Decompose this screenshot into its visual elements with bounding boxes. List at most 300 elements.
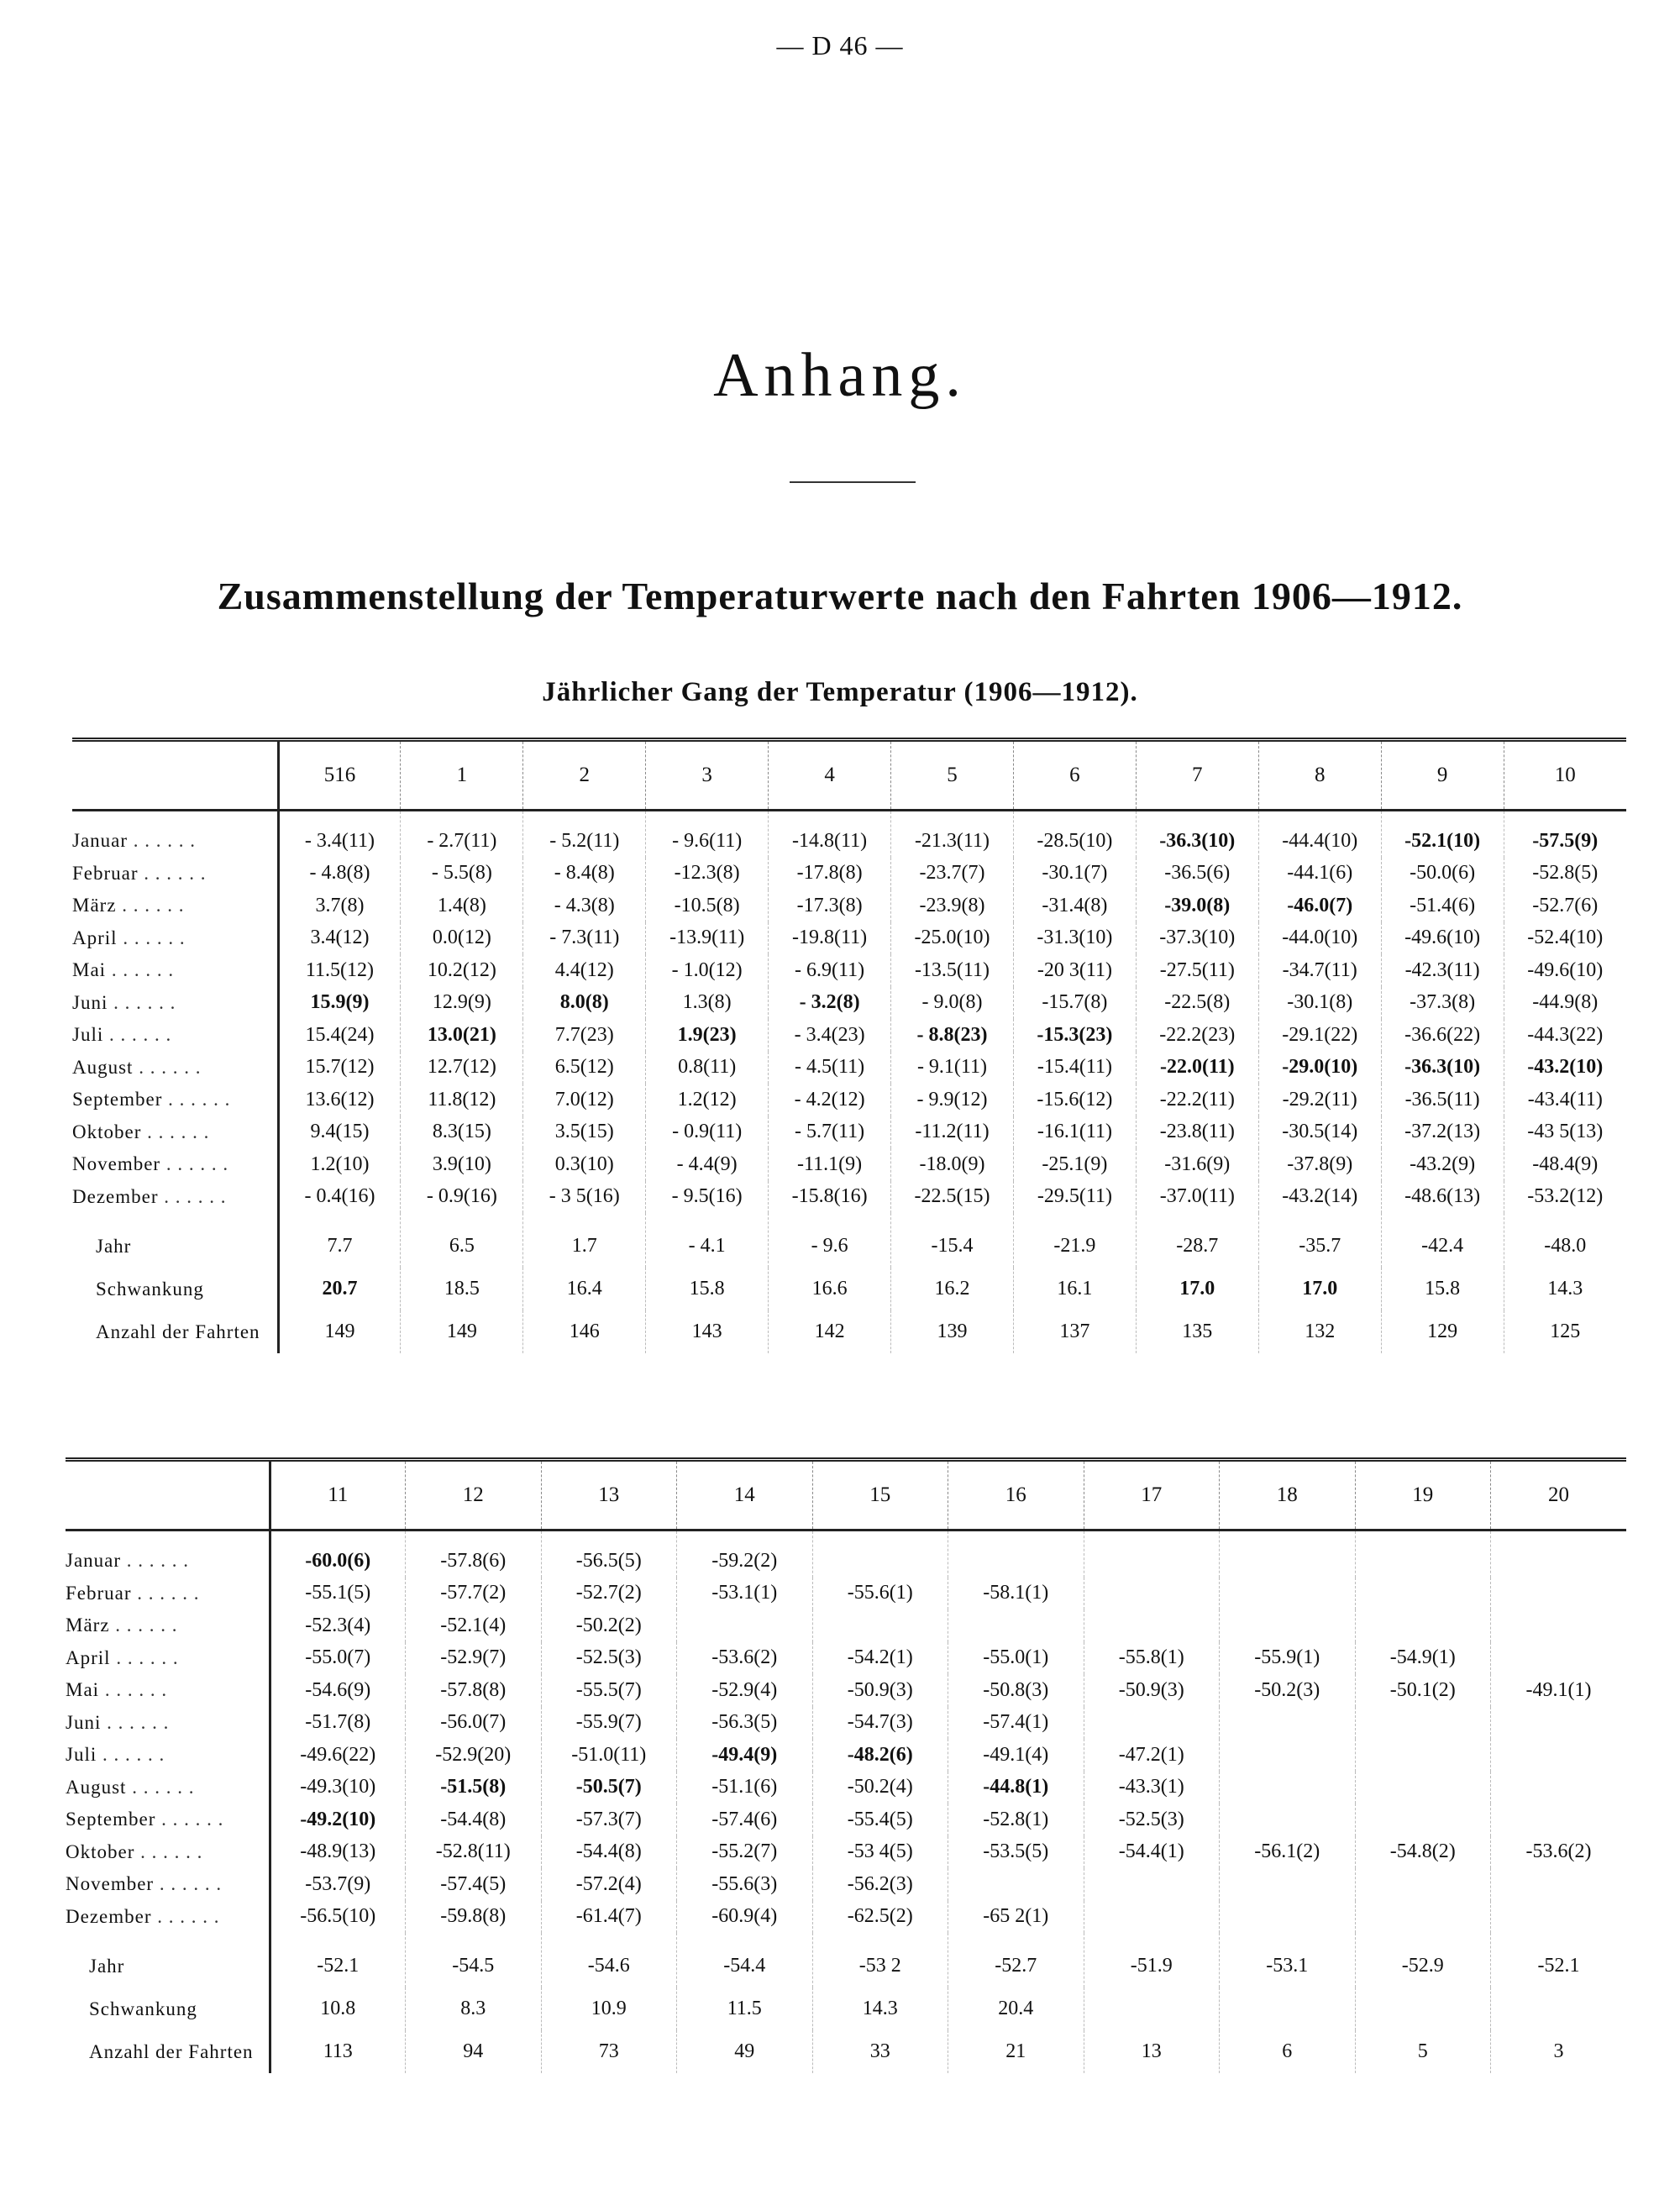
heading-divider [790,481,916,483]
table-cell: 15.9(9) [278,987,401,1020]
table-cell: -11.1(9) [769,1148,891,1181]
table-cell [1355,1707,1491,1740]
table-cell: -36.6(22) [1381,1019,1504,1052]
table-cell: 7.7 [278,1213,401,1268]
table-cell: -49.2(10) [270,1804,406,1836]
table-cell: -29.5(11) [1013,1181,1136,1214]
table-cell: 7.7(23) [523,1019,646,1052]
column-header: 516 [278,740,401,811]
table-cell [1491,1739,1627,1772]
row-label [72,954,278,987]
month-row [66,1707,1626,1740]
table-cell: -46.0(7) [1258,890,1381,922]
table-cell: -43.2(10) [1504,1052,1626,1084]
table-cell: -62.5(2) [812,1901,948,1934]
table-cell [1220,1707,1356,1740]
table-cell: 13 [1084,2030,1220,2073]
table-cell: 10.8 [270,1987,406,2030]
table-cell: 125 [1504,1310,1626,1353]
row-label [66,1707,270,1740]
row-label [72,1116,278,1149]
summary-row [66,2030,1626,2073]
table-cell: -60.0(6) [270,1531,406,1578]
table-cell: -52.4(10) [1504,922,1626,955]
table-cell: -55.5(7) [541,1674,677,1707]
table-cell: -44.1(6) [1258,858,1381,890]
row-label-text: Juni . . . [72,992,176,1013]
table-cell [1220,1739,1356,1772]
table-cell: 94 [406,2030,542,2073]
table-cell [1220,1578,1356,1610]
table-cell: -54.4(8) [406,1804,542,1836]
row-label-text: März . . . [72,895,185,916]
table-cell: -12.3(8) [646,858,769,890]
month-row [72,987,1626,1020]
table-cell [1491,1868,1627,1901]
table-subtitle: Jährlicher Gang der Temperatur (1906—1912). [542,677,1138,707]
table-cell: -49.1(4) [948,1739,1084,1772]
month-row [66,1804,1626,1836]
table-cell: -50.2(3) [1220,1674,1356,1707]
table-cell: -43 5(13) [1504,1116,1626,1149]
column-header: 4 [769,740,891,811]
table-cell: 3.9(10) [401,1148,523,1181]
row-label [72,811,278,858]
table-cell: -39.0(8) [1136,890,1258,922]
table-cell: -50.9(3) [1084,1674,1220,1707]
table-cell: -52.9 [1355,1933,1491,1987]
row-label [72,1213,278,1268]
table-cell: - 5.5(8) [401,858,523,890]
table-cell: 16.1 [1013,1268,1136,1310]
table-cell: -13.5(11) [891,954,1014,987]
table-cell: - 0.9(11) [646,1116,769,1149]
month-row [72,954,1626,987]
table-cell [1220,1868,1356,1901]
table-cell: 3 [1491,2030,1627,2073]
month-row [66,1901,1626,1934]
table-cell: -21.3(11) [891,811,1014,858]
table-cell: -52.5(3) [1084,1804,1220,1836]
table-cell: -57.8(8) [406,1674,542,1707]
month-row [66,1836,1626,1869]
table-cell: 21 [948,2030,1084,2073]
summary-row [66,1933,1626,1987]
table-cell: -15.3(23) [1013,1019,1136,1052]
row-label-text: Anzahl der Fahrten [96,1321,260,1342]
table-cell: -52.1(4) [406,1609,542,1642]
table-cell: 11.8(12) [401,1084,523,1116]
table-cell: -54.5 [406,1933,542,1987]
row-label [66,1739,270,1772]
table-cell: -37.0(11) [1136,1181,1258,1214]
table-cell: -54.4(1) [1084,1836,1220,1869]
table-cell: -60.9(4) [677,1901,813,1934]
column-header: 2 [523,740,646,811]
table-cell: -31.3(10) [1013,922,1136,955]
row-label [72,1052,278,1084]
table-cell: -20 3(11) [1013,954,1136,987]
table-cell: -53.2(12) [1504,1181,1626,1214]
row-label [66,2030,270,2073]
row-label [66,1836,270,1869]
table-cell: -53.6(2) [1491,1836,1627,1869]
table-cell: 12.9(9) [401,987,523,1020]
row-label-text: Juli . . . [66,1744,165,1765]
row-label [66,1674,270,1707]
table-cell: 149 [401,1310,523,1353]
row-label-text: April . . . [66,1647,179,1668]
table-cell: - 8.4(8) [523,858,646,890]
table-cell: -35.7 [1258,1213,1381,1268]
table-cell: -29.1(22) [1258,1019,1381,1052]
table-cell [1084,1578,1220,1610]
table-cell: - 4.5(11) [769,1052,891,1084]
row-label-text: Schwankung [96,1278,204,1300]
row-label-text: Anzahl der Fahrten [89,2040,254,2062]
month-row [66,1642,1626,1675]
table-cell: -57.4(1) [948,1707,1084,1740]
table-cell: 146 [523,1310,646,1353]
table-cell: 20.4 [948,1987,1084,2030]
table-cell: -57.8(6) [406,1531,542,1578]
table-cell: - 5.7(11) [769,1116,891,1149]
table-cell: 113 [270,2030,406,2073]
table-cell: 13.6(12) [278,1084,401,1116]
table-cell: -53 4(5) [812,1836,948,1869]
row-label [66,1578,270,1610]
table-cell: -52.8(11) [406,1836,542,1869]
row-label-text: Oktober . . . [72,1121,209,1142]
table-cell [1355,1739,1491,1772]
table-cell: -48.9(13) [270,1836,406,1869]
table-cell: -44.0(10) [1258,922,1381,955]
row-label-text: Mai . . . [66,1679,167,1700]
table-cell [1491,1642,1627,1675]
table-cell: 17.0 [1258,1268,1381,1310]
table-cell: -43.2(9) [1381,1148,1504,1181]
column-header: 7 [1136,740,1258,811]
table-cell: -54.6(9) [270,1674,406,1707]
table-cell: -22.0(11) [1136,1052,1258,1084]
table-cell: 0.8(11) [646,1052,769,1084]
table-cell [1491,1531,1627,1578]
month-row [72,1148,1626,1181]
table-cell: - 5.2(11) [523,811,646,858]
table-cell: 3.7(8) [278,890,401,922]
column-header: 11 [270,1460,406,1531]
table-cell: -52.3(4) [270,1609,406,1642]
table-cell [1355,1772,1491,1804]
table-cell: - 6.9(11) [769,954,891,987]
table-cell: -22.5(15) [891,1181,1014,1214]
table-cell: -27.5(11) [1136,954,1258,987]
table-cell: -56.1(2) [1220,1836,1356,1869]
table-cell: -56.5(10) [270,1901,406,1934]
temperature-table-stations-516-10 [72,738,1626,1353]
row-label [66,1804,270,1836]
row-label [66,1772,270,1804]
table-cell: -52.1(10) [1381,811,1504,858]
table-cell: -15.4 [891,1213,1014,1268]
table-cell: 8.0(8) [523,987,646,1020]
table-cell: -44.3(22) [1504,1019,1626,1052]
row-label-text: Februar . . . [72,863,207,884]
month-row [66,1868,1626,1901]
table-cell: -15.6(12) [1013,1084,1136,1116]
table-cell: -34.7(11) [1258,954,1381,987]
table-cell [1491,1578,1627,1610]
table-cell [1491,1987,1627,2030]
table-cell: -22.2(23) [1136,1019,1258,1052]
table-cell: 16.6 [769,1268,891,1310]
row-label-text: August . . . [72,1057,201,1078]
table-cell: 11.5 [677,1987,813,2030]
document-title: Zusammenstellung der Temperaturwerte nach den Fahrten 1906—1912. [217,575,1463,617]
table-cell: -23.8(11) [1136,1116,1258,1149]
table-cell: - 4.8(8) [278,858,401,890]
table-cell: -36.5(11) [1381,1084,1504,1116]
table-cell: - 0.4(16) [278,1181,401,1214]
table-cell: -37.3(8) [1381,987,1504,1020]
table-cell: -56.5(5) [541,1531,677,1578]
table-cell [1491,1901,1627,1934]
table-cell: 10.2(12) [401,954,523,987]
table-cell: 15.8 [646,1268,769,1310]
table-cell: -52.9(7) [406,1642,542,1675]
table-cell: -11.2(11) [891,1116,1014,1149]
table-cell: -53 2 [812,1933,948,1987]
table-cell: -44.8(1) [948,1772,1084,1804]
table-cell: 15.4(24) [278,1019,401,1052]
row-label-text: Dezember . . . [66,1906,220,1927]
table-cell [1220,1901,1356,1934]
table-cell: -29.0(10) [1258,1052,1381,1084]
row-label-text: Januar . . . [66,1550,189,1571]
table-cell: 14.3 [812,1987,948,2030]
column-header: 6 [1013,740,1136,811]
table-cell: -49.6(22) [270,1739,406,1772]
table-cell: -59.8(8) [406,1901,542,1934]
table-cell: -49.6(10) [1381,922,1504,955]
column-header: 9 [1381,740,1504,811]
table-cell: -28.7 [1136,1213,1258,1268]
row-label-text: September . . . [66,1809,223,1830]
table-cell: -54.4 [677,1933,813,1987]
month-row [66,1772,1626,1804]
table-cell: -49.3(10) [270,1772,406,1804]
table-cell: 142 [769,1310,891,1353]
month-row [66,1739,1626,1772]
table-cell: 4.4(12) [523,954,646,987]
table-cell: -50.2(4) [812,1772,948,1804]
table-cell: - 1.0(12) [646,954,769,987]
table-cell: - 9.6(11) [646,811,769,858]
row-label-text: April . . . [72,927,186,948]
table-cell: -53.1 [1220,1933,1356,1987]
row-label-text: Dezember . . . [72,1186,227,1207]
table-cell: -53.1(1) [677,1578,813,1610]
table-cell: -55.0(7) [270,1642,406,1675]
table-cell: -55.9(7) [541,1707,677,1740]
row-label-text: Jahr [89,1955,125,1977]
table-cell: -55.2(7) [677,1836,813,1869]
table-cell: - 9.9(12) [891,1084,1014,1116]
table-cell: -36.5(6) [1136,858,1258,890]
row-label-text: Juni . . . [66,1712,169,1733]
table-cell: -57.4(6) [677,1804,813,1836]
table-cell: -52.7(2) [541,1578,677,1610]
table-cell: -57.7(2) [406,1578,542,1610]
table-cell: -51.4(6) [1381,890,1504,922]
table-cell: -10.5(8) [646,890,769,922]
table-cell: -42.3(11) [1381,954,1504,987]
column-header: 3 [646,740,769,811]
table-cell: -61.4(7) [541,1901,677,1934]
table-cell [948,1609,1084,1642]
table-cell: -51.7(8) [270,1707,406,1740]
month-row [72,1019,1626,1052]
table-cell [1220,1531,1356,1578]
table-cell: -52.7(6) [1504,890,1626,922]
table-cell: -30.1(8) [1258,987,1381,1020]
table-cell: -51.1(6) [677,1772,813,1804]
table-cell: -19.8(11) [769,922,891,955]
month-row [66,1578,1626,1610]
month-row [72,1181,1626,1214]
table-cell [1084,1707,1220,1740]
month-row [72,858,1626,890]
table-cell: 7.0(12) [523,1084,646,1116]
column-header: 17 [1084,1460,1220,1531]
table-cell: - 0.9(16) [401,1181,523,1214]
month-row [66,1531,1626,1578]
table-cell: -48.6(13) [1381,1181,1504,1214]
table-cell: -54.7(3) [812,1707,948,1740]
table-cell: 1.7 [523,1213,646,1268]
table-cell: 1.2(12) [646,1084,769,1116]
column-header: 15 [812,1460,948,1531]
row-label [66,1868,270,1901]
table-cell [812,1609,948,1642]
month-row [72,890,1626,922]
table-cell: -55.1(5) [270,1578,406,1610]
table-cell: - 3 5(16) [523,1181,646,1214]
row-label-text: November . . . [66,1873,222,1894]
table-cell: 137 [1013,1310,1136,1353]
table-cell: 6 [1220,2030,1356,2073]
row-label-text: Januar . . . [72,830,196,851]
row-label [72,1084,278,1116]
row-label [72,1181,278,1214]
table-cell: -57.3(7) [541,1804,677,1836]
table-cell: -54.8(2) [1355,1836,1491,1869]
row-label-text: Februar . . . [66,1583,200,1604]
header-corner [72,740,278,811]
row-label [66,1987,270,2030]
table-cell: 33 [812,2030,948,2073]
table-cell: -57.2(4) [541,1868,677,1901]
table-cell: 10.9 [541,1987,677,2030]
table-cell [1355,1987,1491,2030]
table-cell: - 8.8(23) [891,1019,1014,1052]
summary-row [72,1268,1626,1310]
table-cell: -48.0 [1504,1213,1626,1268]
table-cell: -44.4(10) [1258,811,1381,858]
table-cell: -43.3(1) [1084,1772,1220,1804]
temperature-table-stations-11-20 [66,1457,1626,2073]
table-cell: 17.0 [1136,1268,1258,1310]
row-label [72,1310,278,1353]
month-row [72,1084,1626,1116]
table-cell: 49 [677,2030,813,2073]
table-cell: 0.3(10) [523,1148,646,1181]
table-cell: 3.5(15) [523,1116,646,1149]
table-cell: - 4.4(9) [646,1148,769,1181]
row-label [72,858,278,890]
table-cell: -43.4(11) [1504,1084,1626,1116]
table-cell: 15.7(12) [278,1052,401,1084]
table-cell: -36.3(10) [1381,1052,1504,1084]
row-label [66,1933,270,1987]
table-cell: -53.5(5) [948,1836,1084,1869]
table-cell: -55.6(3) [677,1868,813,1901]
table-cell: - 9.6 [769,1213,891,1268]
month-row [72,1052,1626,1084]
table-cell: -52.1 [1491,1933,1627,1987]
table-cell [1491,1609,1627,1642]
month-row [66,1609,1626,1642]
table-cell: 9.4(15) [278,1116,401,1149]
table-cell: -65 2(1) [948,1901,1084,1934]
table-cell: -29.2(11) [1258,1084,1381,1116]
table-cell [1220,1772,1356,1804]
header-corner [66,1460,270,1531]
table-cell: - 9.5(16) [646,1181,769,1214]
table-cell [1355,1531,1491,1578]
row-label-text: Juli . . . [72,1024,171,1045]
table-cell [1084,1868,1220,1901]
table-cell [1355,1868,1491,1901]
table-cell: -51.9 [1084,1933,1220,1987]
table-cell: 1.2(10) [278,1148,401,1181]
column-header: 20 [1491,1460,1627,1531]
table-cell: -52.1 [270,1933,406,1987]
table-cell: -56.0(7) [406,1707,542,1740]
table-cell: 14.3 [1504,1268,1626,1310]
row-label [72,890,278,922]
table-cell: 129 [1381,1310,1504,1353]
table-cell: -58.1(1) [948,1578,1084,1610]
column-header: 8 [1258,740,1381,811]
table-cell [1084,1609,1220,1642]
table-cell: -54.2(1) [812,1642,948,1675]
table-cell: - 9.0(8) [891,987,1014,1020]
row-label-text: August . . . [66,1777,194,1798]
table-cell: -42.4 [1381,1213,1504,1268]
table-cell: -28.5(10) [1013,811,1136,858]
row-label [72,987,278,1020]
table-cell: 16.4 [523,1268,646,1310]
table-cell: -50.5(7) [541,1772,677,1804]
page-number: — D 46 — [776,30,904,60]
table-cell: -30.5(14) [1258,1116,1381,1149]
table-cell: -48.4(9) [1504,1148,1626,1181]
table-cell: 6.5 [401,1213,523,1268]
row-label [72,1019,278,1052]
month-row [72,1116,1626,1149]
table-cell [1355,1901,1491,1934]
